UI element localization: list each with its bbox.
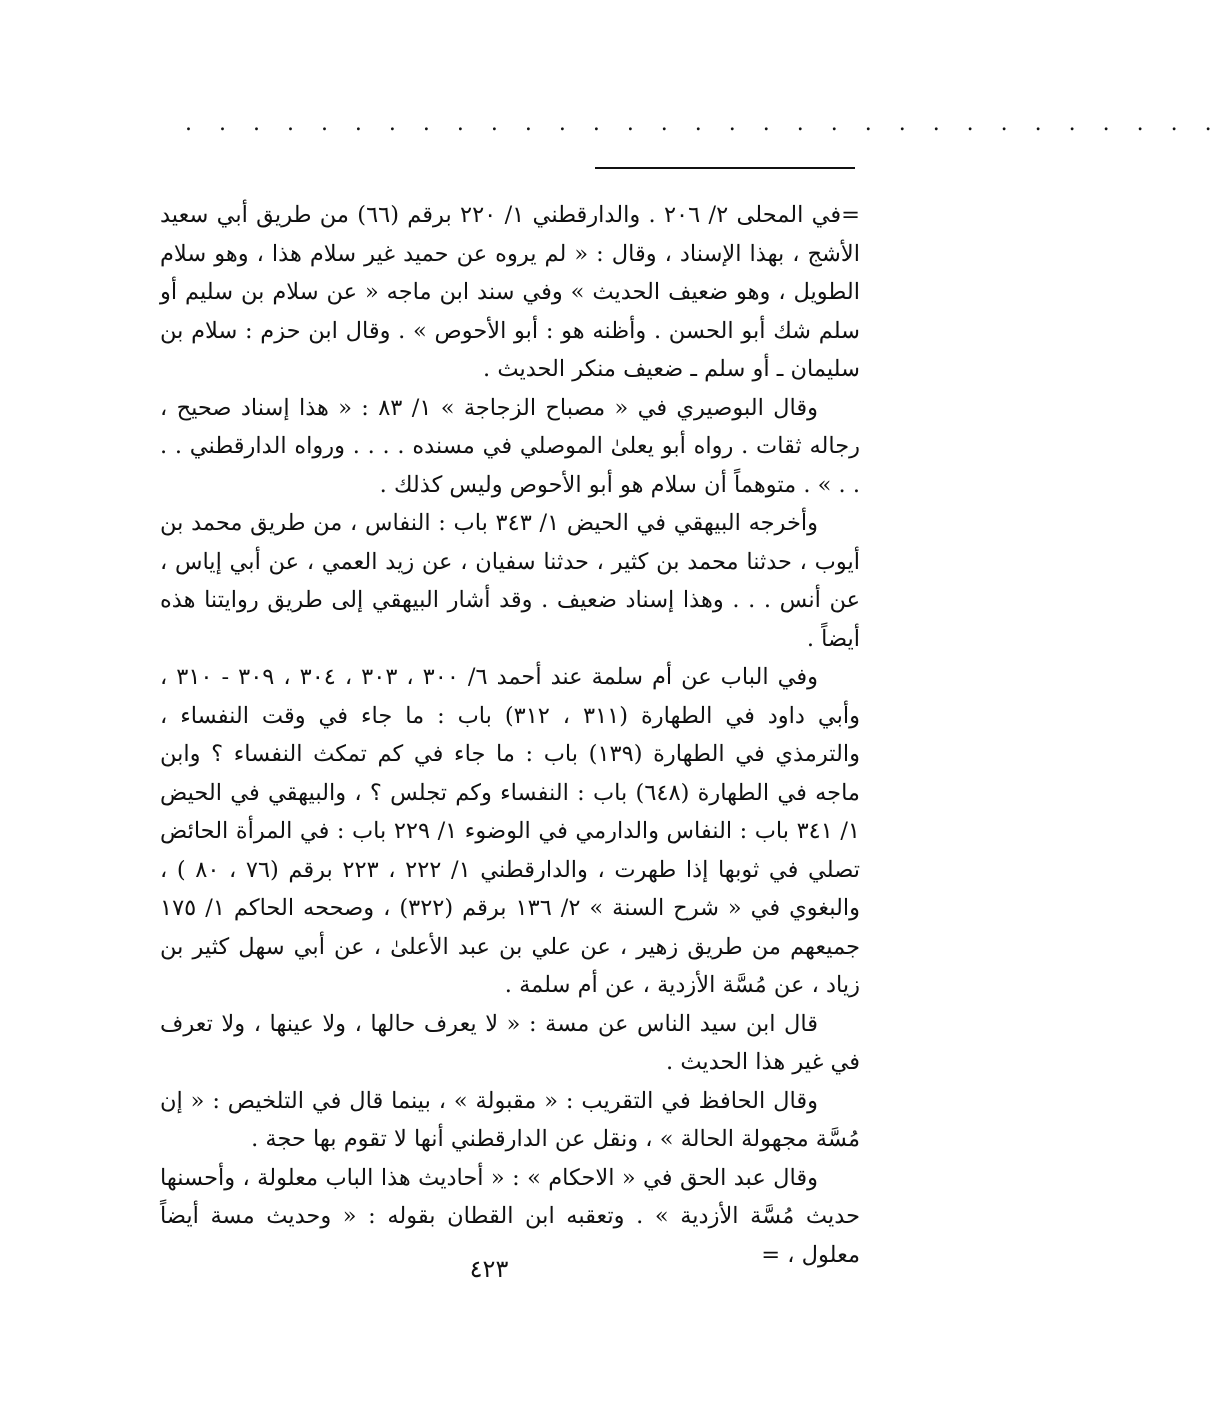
paragraph-hafiz: وقال الحافظ في التقريب : « مقبولة » ، بينما قال في التلخيص : « إن مُسَّة مجهولة الحالة » ، ونقل عن الدارقطني أنها لا تقوم بها حجة . — [160, 1087, 860, 1152]
paragraph-busiri: وقال البوصيري في « مصباح الزجاجة » ١/ ٨٣ : « هذا إسناد صحيح ، رجاله ثقات . رواه أبو يعلىٰ الموصلي في مسنده . . . . ورواه الدارقطني . . . . » . متوهماً أن سلام هو أبو الأحوص وليس كذلك . — [160, 394, 860, 498]
paragraph-continuation: =في المحلى ٢/ ٢٠٦ . والدارقطني ١/ ٢٢٠ برقم (٦٦) من طريق أبي سعيد الأشج ، بهذا الإسناد ، وقال : « لم يروه عن حميد غير سلام هذا ، وهو سلام الطويل ، وهو ضعيف الحديث » وفي سند ابن ماجه « عن سلام بن سليم أو سلم شك أبو الحسن . وأظنه هو : أبو الأحوص » . وقال ابن حزم : سلام بن سليمان ـ أو سلم ـ ضعيف منكر الحديث . — [160, 202, 861, 382]
page-number: ٤٢٣ — [469, 1255, 509, 1283]
footnote-separator-dots: . . . . . . . . . . . . . . . . . . . . . . . . . . . . . . . — [185, 111, 1222, 136]
paragraph-ibn-sayyid-al-nas: قال ابن سيد الناس عن مسة : « لا يعرف حالها ، ولا عينها ، ولا تعرف في غير هذا الحديث . — [160, 1010, 860, 1075]
paragraph-bayhaqi: وأخرجه البيهقي في الحيض ١/ ٣٤٣ باب : النفاس ، من طريق محمد بن أيوب ، حدثنا محمد بن كثير ، حدثنا سفيان ، عن زيد العمي ، عن أبي إياس ، عن أنس . . . وهذا إسناد ضعيف . وقد أشار البيهقي إلى طريق روايتنا هذه أيضاً . — [160, 510, 860, 652]
footnote-body — [160, 196, 860, 1274]
paragraph-abd-al-haqq: وقال عبد الحق في « الاحكام » : « أحاديث هذا الباب معلولة ، وأحسنها حديث مُسَّة الأزدية » . وتعقبه ابن القطان بقوله : « وحديث مسة أيضاً معلول ، = — [160, 1164, 860, 1268]
paragraph-umm-salama: وفي الباب عن أم سلمة عند أحمد ٦/ ٣٠٠ ، ٣٠٣ ، ٣٠٤ ، ٣٠٩ - ٣١٠ ، وأبي داود في الطهارة (٣١١ ، ٣١٢) باب : ما جاء في وقت النفساء ، والترمذي في الطهارة (١٣٩) باب : ما جاء في كم تمكث النفساء ؟ وابن ماجه في الطهارة (٦٤٨) باب : النفساء وكم تجلس ؟ ، والبيهقي في الحيض ١/ ٣٤١ باب : النفاس والدارمي في الوضوء ١/ ٢٢٩ باب : في المرأة الحائض تصلي في ثوبها إذا طهرت ، والدارقطني ١/ ٢٢٢ ، ٢٢٣ برقم (٧٦ ، ٨٠ ) ، والبغوي في « شرح السنة » ٢/ ١٣٦ برقم (٣٢٢) ، وصححه الحاكم ١/ ١٧٥ جميعهم من طريق زهير ، عن علي بن عبد الأعلىٰ ، عن أبي سهل كثير بن زياد ، عن مُسَّة الأزدية ، عن أم سلمة . — [160, 664, 861, 998]
footnote-rule — [595, 167, 855, 169]
